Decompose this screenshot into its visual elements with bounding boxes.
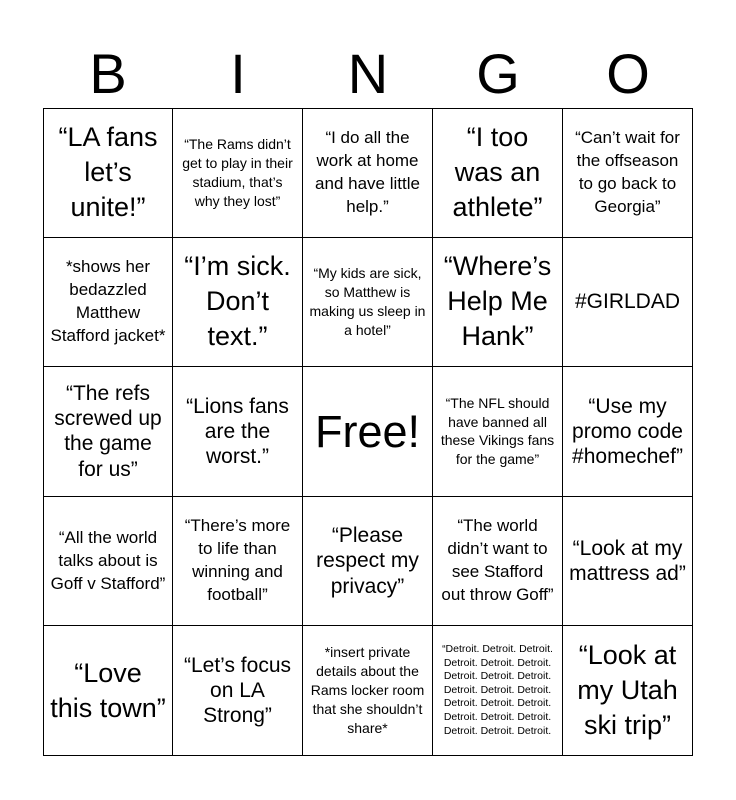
- bingo-cell[interactable]: [433, 367, 563, 497]
- bingo-cell[interactable]: [303, 626, 433, 756]
- bingo-cell[interactable]: [43, 108, 173, 238]
- bingo-cell-text: *shows her bedazzled Matthew Stafford jacket*: [50, 257, 166, 345]
- bingo-cell-text: “Look at my mattress ad”: [569, 536, 686, 586]
- bingo-cell[interactable]: [173, 108, 303, 238]
- bingo-cell-text: #GIRLDAD: [574, 290, 681, 314]
- bingo-cell[interactable]: [303, 238, 433, 368]
- bingo-cell[interactable]: [433, 108, 563, 238]
- bingo-cell-text: “I’m sick. Don’t text.”: [184, 251, 291, 352]
- bingo-cell-text: “LA fans let’s unite!”: [58, 122, 158, 223]
- bingo-cell-free[interactable]: [303, 367, 433, 497]
- bingo-cell[interactable]: [43, 626, 173, 756]
- bingo-cell[interactable]: [563, 367, 693, 497]
- bingo-cell[interactable]: [43, 367, 173, 497]
- bingo-header: [43, 40, 693, 108]
- header-letter-b: B: [89, 42, 127, 105]
- bingo-cell[interactable]: [563, 238, 693, 368]
- bingo-cell-text: Free!: [314, 405, 421, 457]
- bingo-cell-text: *insert private details about the Rams locker room that she shouldn’t share*: [310, 644, 425, 736]
- bingo-cell-text: “My kids are sick, so Matthew is making us sleep in a hotel”: [309, 265, 426, 338]
- header-letter-n: N: [347, 42, 389, 105]
- bingo-cell-text: “The Rams didn’t get to play in their stadium, that’s why they lost”: [182, 136, 293, 209]
- bingo-cell-text: “Detroit. Detroit. Detroit. Detroit. Detroit. Detroit. Detroit. Detroit. Detroit. Detroit. Detroit. Detroit. Detroit. Detroit. Detroit. Detroit. Detroit. Detroit. Detroit. Detroit. Detroit.: [442, 642, 553, 737]
- bingo-cell[interactable]: [173, 497, 303, 627]
- bingo-cell-text: “I do all the work at home and have little help.”: [315, 127, 420, 216]
- bingo-cell[interactable]: [563, 497, 693, 627]
- bingo-cell-text: “Where’s Help Me Hank”: [443, 251, 552, 352]
- header-letter-g: G: [476, 42, 520, 105]
- bingo-cell-text: “Look at my Utah ski trip”: [577, 640, 678, 741]
- bingo-cell[interactable]: [433, 497, 563, 627]
- bingo-cell[interactable]: [303, 497, 433, 627]
- bingo-cell-text: “Lions fans are the worst.”: [186, 394, 289, 469]
- bingo-cell-text: “I too was an athlete”: [452, 122, 543, 223]
- bingo-cell-text: “Love this town”: [50, 657, 166, 723]
- bingo-cell-text: “All the world talks about is Goff v Stafford”: [50, 527, 166, 593]
- bingo-grid: [43, 108, 693, 756]
- header-letter-i: I: [230, 42, 246, 105]
- bingo-cell[interactable]: [43, 238, 173, 368]
- bingo-cell-text: “There’s more to life than winning and football”: [184, 516, 291, 605]
- bingo-cell[interactable]: [173, 367, 303, 497]
- bingo-cell-text: “Please respect my privacy”: [316, 524, 419, 598]
- bingo-cell[interactable]: [173, 238, 303, 368]
- bingo-cell-text: “Let’s focus on LA Strong”: [184, 653, 291, 728]
- bingo-cell[interactable]: [433, 238, 563, 368]
- bingo-cell[interactable]: [173, 626, 303, 756]
- bingo-cell[interactable]: [563, 108, 693, 238]
- bingo-cell-text: “The world didn’t want to see Stafford out throw Goff”: [441, 516, 554, 605]
- bingo-cell-text: “Can’t wait for the offseason to go back to Georgia”: [575, 127, 680, 216]
- bingo-cell-text: “Use my promo code #homechef”: [572, 394, 683, 469]
- bingo-cell[interactable]: [303, 108, 433, 238]
- header-letter-o: O: [606, 42, 650, 105]
- bingo-cell[interactable]: [563, 626, 693, 756]
- bingo-cell-text: “The NFL should have banned all these Vikings fans for the game”: [440, 394, 555, 468]
- bingo-cell[interactable]: [43, 497, 173, 627]
- bingo-cell-text: “The refs screwed up the game for us”: [54, 382, 162, 481]
- bingo-cell[interactable]: [433, 626, 563, 756]
